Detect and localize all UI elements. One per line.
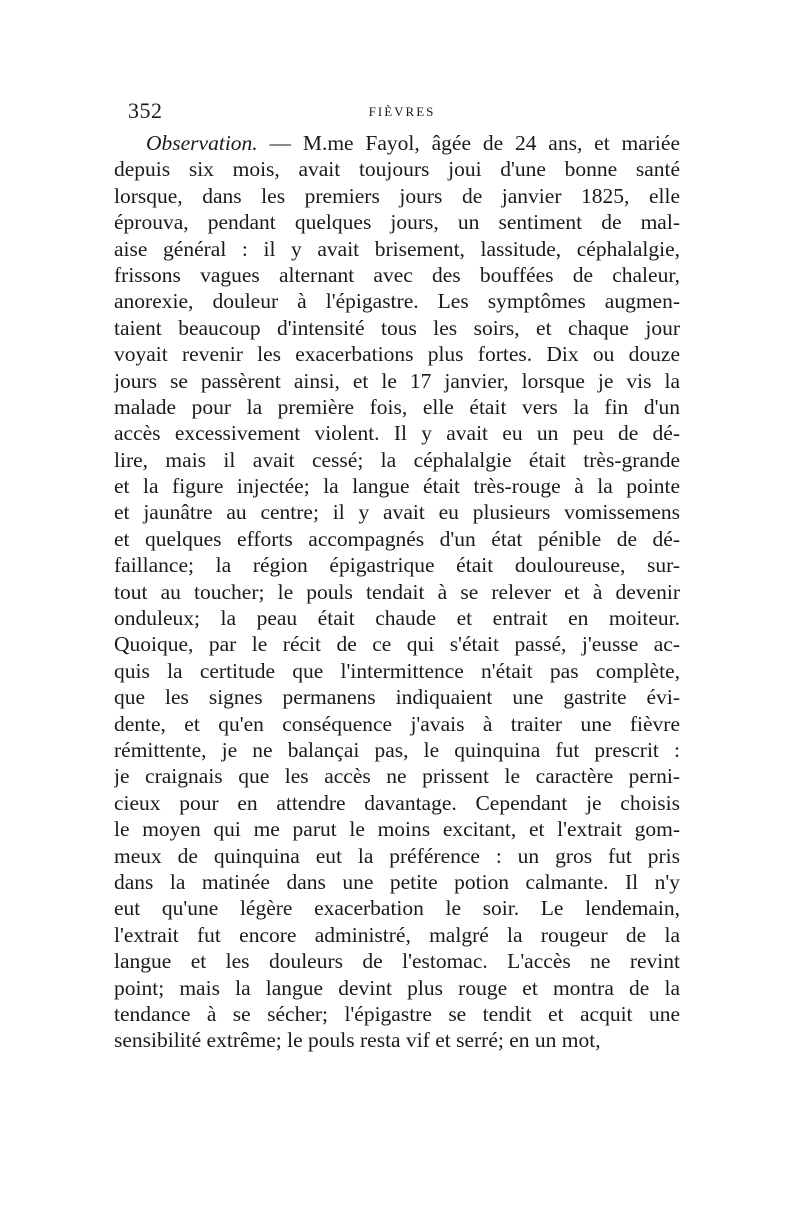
page-number: 352 [128, 98, 163, 123]
text-line: le moyen qui me parut le moins excitant, et l'extrait gom- [114, 817, 680, 842]
text-line: tendance à se sécher; l'épigastre se tendit et acquit une [114, 1001, 680, 1026]
text-line: faillance; la région épigastrique était douloureuse, sur- [114, 553, 680, 578]
running-head: FIÈVRES [368, 104, 436, 119]
text-line: eut qu'une légère exacerbation le soir. Le lendemain, [114, 896, 680, 921]
text-line: anorexie, douleur à l'épigastre. Les symptômes augmen- [114, 289, 680, 314]
text-line: et jaunâtre au centre; il y avait eu plusieurs vomissemens [114, 500, 680, 525]
text-line: dans la matinée dans une petite potion calmante. Il n'y [114, 869, 680, 894]
text-line: voyait revenir les exacerbations plus fortes. Dix ou douze [114, 342, 680, 367]
text-line: onduleux; la peau était chaude et entrait en moiteur. [114, 606, 680, 631]
text-line: taient beaucoup d'intensité tous les soirs, et chaque jour [114, 315, 680, 340]
text-line: sensibilité extrême; le pouls resta vif et serré; en un mot, [114, 1028, 601, 1053]
text-line: que les signes permanens indiquaient une gastrite évi- [114, 685, 680, 710]
text-line: meux de quinquina eut la préférence : un gros fut pris [114, 843, 680, 868]
text-line: tout au toucher; le pouls tendait à se relever et à devenir [114, 579, 680, 604]
first-line-text: — M.me Fayol, âgée de 24 ans, et mariée [257, 131, 680, 155]
text-line: malade pour la première fois, elle était vers la fin d'un [114, 394, 680, 419]
text-line: dente, et qu'en conséquence j'avais à traiter une fièvre [114, 711, 680, 736]
text-line: quis la certitude que l'intermittence n'était pas complète, [114, 658, 680, 683]
text-line: cieux pour en attendre davantage. Cependant je choisis [114, 790, 680, 815]
text-line: jours se passèrent ainsi, et le 17 janvier, lorsque je vis la [114, 368, 680, 393]
text-line: langue et les douleurs de l'estomac. L'accès ne revint [114, 949, 680, 974]
text-line: l'extrait fut encore administré, malgré la rougeur de la [114, 922, 680, 947]
text-line [114, 130, 680, 156]
text-line: aise général : il y avait brisement, lassitude, céphalalgie, [114, 236, 680, 261]
observation-label: Observation. [146, 131, 258, 155]
text-line: Quoique, par le récit de ce qui s'était passé, j'eusse ac- [114, 632, 680, 657]
text-line: éprouva, pendant quelques jours, un sentiment de mal- [114, 210, 680, 235]
text-line: lire, mais il avait cessé; la céphalalgie était très-grande [114, 447, 680, 472]
text-line: lorsque, dans les premiers jours de janvier 1825, elle [114, 183, 680, 208]
text-line: je craignais que les accès ne prissent le caractère perni- [114, 764, 680, 789]
body-text [114, 130, 680, 1054]
text-line: et quelques efforts accompagnés d'un état pénible de dé- [114, 526, 680, 551]
text-line: rémittente, je ne balançai pas, le quinquina fut prescrit : [114, 737, 680, 762]
text-line: accès excessivement violent. Il y avait eu un peu de dé- [114, 421, 680, 446]
text-line: frissons vagues alternant avec des bouffées de chaleur, [114, 262, 680, 287]
page-header [128, 98, 678, 124]
text-line: et la figure injectée; la langue était très-rouge à la pointe [114, 474, 680, 499]
text-line: point; mais la langue devint plus rouge et montra de la [114, 975, 680, 1000]
text-line: depuis six mois, avait toujours joui d'une bonne santé [114, 157, 680, 182]
